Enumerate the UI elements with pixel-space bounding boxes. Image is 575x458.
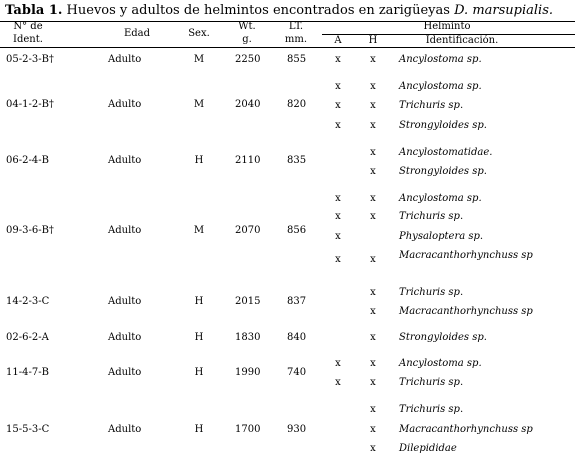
record-id: 14-2-3-C (6, 296, 50, 307)
header-h: H (368, 35, 378, 46)
helminth-name: Strongyloides sp. (399, 120, 487, 131)
presence-h-mark: x (370, 100, 376, 111)
presence-h-mark: x (370, 254, 376, 265)
helminth-name: Trichuris sp. (399, 211, 464, 222)
helminth-name: Physaloptera sp. (399, 231, 484, 242)
record-sex: H (194, 155, 204, 166)
helminth-name: Dilepididae (399, 443, 457, 454)
record-weight: 1830 (235, 332, 261, 343)
record-weight: 2015 (235, 296, 261, 307)
presence-h-mark: x (370, 211, 376, 222)
helminth-name: Ancylostoma sp. (399, 54, 482, 65)
header-id-line1: N° de (13, 21, 43, 32)
record-weight: 1990 (235, 367, 261, 378)
header-lt-line1: LT. (288, 21, 304, 32)
presence-a-mark: x (335, 120, 341, 131)
helminth-name: Trichuris sp. (399, 100, 464, 111)
record-sex: H (194, 332, 204, 343)
record-sex: H (194, 424, 204, 435)
header-id-line2: Ident. (13, 34, 43, 45)
record-length: 840 (287, 332, 307, 343)
helminth-name: Strongyloides sp. (399, 332, 487, 343)
record-length: 835 (287, 155, 307, 166)
record-id: 05-2-3-B† (6, 54, 54, 65)
record-weight: 2250 (235, 54, 261, 65)
record-age: Adulto (108, 54, 142, 65)
table-title-species: D. marsupialis. (454, 3, 554, 18)
helminth-name: Trichuris sp. (399, 404, 464, 415)
presence-h-mark: x (370, 287, 376, 298)
helminth-name: Ancylostoma sp. (399, 193, 482, 204)
helminth-name: Ancylostoma sp. (399, 358, 482, 369)
presence-a-mark: x (335, 254, 341, 265)
record-id: 09-3-6-B† (6, 225, 54, 236)
presence-a-mark: x (335, 377, 341, 388)
header-wt-line1: Wt. (238, 21, 256, 32)
record-id: 15-5-3-C (6, 424, 50, 435)
presence-h-mark: x (370, 120, 376, 131)
top-rule (0, 21, 575, 22)
record-id: 06-2-4-B (6, 155, 49, 166)
record-weight: 2110 (235, 155, 261, 166)
presence-a-mark: x (335, 211, 341, 222)
record-length: 856 (287, 225, 307, 236)
header-identification: Identificación. (425, 35, 499, 46)
presence-a-mark: x (335, 81, 341, 92)
header-sex: Sex. (188, 28, 210, 39)
table-title-text: Huevos y adultos de helmintos encontrados en zarigüeyas (66, 3, 450, 18)
presence-h-mark: x (370, 404, 376, 415)
record-age: Adulto (108, 99, 142, 110)
helminth-name: Macracanthorhynchuss sp (399, 250, 533, 261)
presence-h-mark: x (370, 193, 376, 204)
record-age: Adulto (108, 225, 142, 236)
presence-h-mark: x (370, 424, 376, 435)
record-sex: M (193, 225, 205, 236)
presence-h-mark: x (370, 166, 376, 177)
record-sex: M (193, 99, 205, 110)
presence-h-mark: x (370, 54, 376, 65)
header-wt-line2: g. (242, 34, 252, 45)
presence-h-mark: x (370, 332, 376, 343)
record-id: 11-4-7-B (6, 367, 49, 378)
record-id: 02-6-2-A (6, 332, 49, 343)
record-length: 740 (287, 367, 307, 378)
helminth-name: Macracanthorhynchuss sp (399, 306, 533, 317)
table-title (5, 3, 553, 19)
presence-h-mark: x (370, 443, 376, 454)
header-bottom-rule (0, 47, 575, 48)
helminth-name: Trichuris sp. (399, 377, 464, 388)
record-weight: 2070 (235, 225, 261, 236)
helminth-name: Ancylostomatidae. (399, 147, 493, 158)
presence-a-mark: x (335, 100, 341, 111)
helminth-name: Strongyloides sp. (399, 166, 487, 177)
record-sex: M (193, 54, 205, 65)
record-length: 855 (287, 54, 307, 65)
record-sex: H (194, 296, 204, 307)
header-a: A (334, 35, 342, 46)
presence-h-mark: x (370, 358, 376, 369)
presence-a-mark: x (335, 231, 341, 242)
helminth-name: Trichuris sp. (399, 287, 464, 298)
table-title-label: Tabla 1. (5, 3, 63, 18)
presence-a-mark: x (335, 54, 341, 65)
presence-h-mark: x (370, 306, 376, 317)
record-length: 820 (287, 99, 307, 110)
presence-a-mark: x (335, 358, 341, 369)
presence-a-mark: x (335, 193, 341, 204)
record-weight: 2040 (235, 99, 261, 110)
helminth-name: Ancylostoma sp. (399, 81, 482, 92)
record-sex: H (194, 367, 204, 378)
header-lt-line2: mm. (284, 34, 308, 45)
record-age: Adulto (108, 332, 142, 343)
record-id: 04-1-2-B† (6, 99, 54, 110)
record-weight: 1700 (235, 424, 261, 435)
presence-h-mark: x (370, 377, 376, 388)
helminth-name: Macracanthorhynchuss sp (399, 424, 533, 435)
header-age: Edad (123, 28, 151, 39)
presence-h-mark: x (370, 147, 376, 158)
presence-h-mark: x (370, 81, 376, 92)
record-age: Adulto (108, 424, 142, 435)
header-helminth: Helminto (423, 21, 471, 32)
record-length: 837 (287, 296, 307, 307)
record-age: Adulto (108, 155, 142, 166)
record-age: Adulto (108, 367, 142, 378)
record-age: Adulto (108, 296, 142, 307)
record-length: 930 (287, 424, 307, 435)
